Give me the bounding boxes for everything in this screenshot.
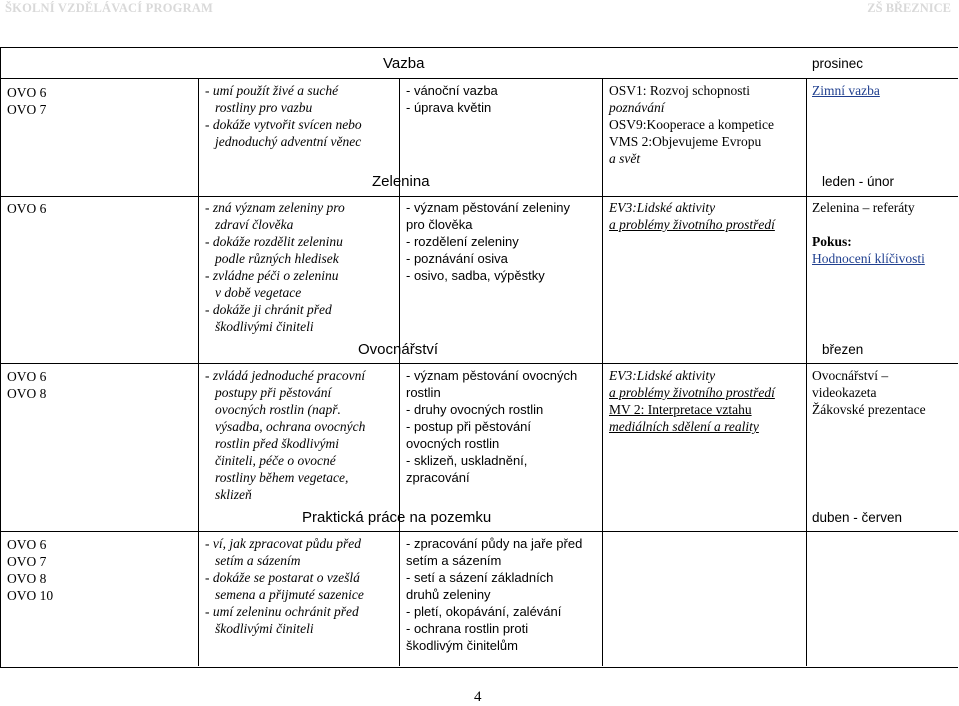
school-name: ZŠ BŘEZNICE: [867, 1, 951, 15]
outcome-line: zdraví člověka: [215, 217, 294, 232]
col-divider-2: [399, 78, 400, 666]
note-line: Žákovské prezentace: [812, 402, 926, 417]
content-line: - rozdělení zeleniny: [406, 234, 519, 249]
outcome-line: výsadba, ochrana ovocných: [215, 419, 366, 434]
row-divider: [0, 363, 958, 364]
content-line: druhů zeleniny: [406, 587, 491, 602]
outcome-line: podle různých hledisek: [215, 251, 339, 266]
content-line: setím a sázením: [406, 553, 502, 568]
row-divider: [0, 196, 958, 197]
ovo-code: OVO 7: [7, 554, 47, 569]
outcome-line: rostlin před škodlivými: [215, 436, 339, 451]
outcome-line: - zvládne péči o zeleninu: [205, 268, 339, 283]
outcome-line: škodlivými činiteli: [215, 621, 314, 636]
col-divider-4: [806, 78, 807, 666]
content-line: - sklizeň, uskladnění,: [406, 453, 528, 468]
note-line: Ovocnářství –: [812, 368, 889, 383]
content-line: rostlin: [406, 385, 441, 400]
col-divider-1: [198, 78, 199, 666]
content-line: - úprava květin: [406, 100, 492, 115]
outcome-line: v době vegetace: [215, 285, 302, 300]
theme-line: MV 2: Interpretace vztahu: [609, 402, 752, 417]
ovo-code: OVO 7: [7, 102, 47, 117]
row-divider: [0, 78, 958, 79]
theme-line: EV3:Lidské aktivity: [609, 368, 716, 383]
note-link[interactable]: Hodnocení klíčivosti: [812, 251, 925, 266]
note-line: Pokus:: [812, 234, 852, 249]
ovo-code: OVO 8: [7, 571, 47, 586]
content-line: pro člověka: [406, 217, 473, 232]
section-month: leden - únor: [822, 174, 895, 189]
theme-line: poznávání: [609, 100, 665, 115]
content-line: - vánoční vazba: [406, 83, 498, 98]
outcome-line: semena a přijmuté sazenice: [215, 587, 364, 602]
theme-line: mediálních sdělení a reality: [609, 419, 759, 434]
theme-line: a problémy životního prostředí: [609, 385, 775, 400]
content-line: zpracování: [406, 470, 470, 485]
outcome-line: - dokáže se postarat o vzešlá: [205, 570, 360, 585]
outcome-line: - zná význam zeleniny pro: [205, 200, 345, 215]
section-month: březen: [822, 342, 864, 357]
section-title: Zelenina: [372, 173, 430, 190]
outcome-line: - dokáže ji chránit před: [205, 302, 332, 317]
outcome-line: - umí zeleninu ochránit před: [205, 604, 359, 619]
theme-line: OSV1: Rozvoj schopnosti: [609, 83, 751, 98]
outcome-line: rostliny během vegetace,: [215, 470, 349, 485]
content-line: - význam pěstování zeleniny: [406, 200, 571, 215]
content-line: - osivo, sadba, výpěstky: [406, 268, 545, 283]
col-divider-3: [602, 78, 603, 666]
content-line: - druhy ovocných rostlin: [406, 402, 544, 417]
content-line: škodlivým činitelům: [406, 638, 518, 653]
section-month: prosinec: [812, 56, 864, 71]
row-divider: [0, 531, 958, 532]
outcome-line: - dokáže vytvořit svícen nebo: [205, 117, 362, 132]
outcome-line: - zvládá jednoduché pracovní: [205, 368, 366, 383]
note-line: videokazeta: [812, 385, 877, 400]
outcome-line: činiteli, péče o ovocné: [215, 453, 336, 468]
outcome-line: - ví, jak zpracovat půdu před: [205, 536, 361, 551]
ovo-code: OVO 6: [7, 85, 47, 100]
section-title: Ovocnářství: [358, 341, 439, 358]
outcome-line: setím a sázením: [215, 553, 301, 568]
ovo-code: OVO 8: [7, 386, 47, 401]
content-line: - poznávání osiva: [406, 251, 508, 266]
section-title: Vazba: [383, 55, 425, 72]
content-line: - zpracování půdy na jaře před: [406, 536, 583, 551]
outcome-line: sklizeň: [215, 487, 252, 502]
section-month: duben - červen: [812, 510, 903, 525]
theme-line: OSV9:Kooperace a kompetice: [609, 117, 774, 132]
theme-line: EV3:Lidské aktivity: [609, 200, 716, 215]
outcome-line: postupy při pěstování: [215, 385, 332, 400]
note-link[interactable]: Zimní vazba: [812, 83, 880, 98]
note-line: Zelenina – referáty: [812, 200, 915, 215]
theme-line: a problémy životního prostředí: [609, 217, 775, 232]
outcome-line: škodlivými činiteli: [215, 319, 314, 334]
content-line: ovocných rostlin: [406, 436, 500, 451]
content-line: - setí a sázení základních: [406, 570, 554, 585]
theme-line: VMS 2:Objevujeme Evropu: [609, 134, 762, 149]
ovo-code: OVO 6: [7, 537, 47, 552]
section-title: Praktická práce na pozemku: [302, 509, 492, 526]
theme-line: a svět: [609, 151, 641, 166]
content-line: - význam pěstování ovocných: [406, 368, 578, 383]
outcome-line: - umí použít živé a suché: [205, 83, 339, 98]
page-header: [0, 0, 959, 20]
outcome-line: rostliny pro vazbu: [215, 100, 313, 115]
outcome-line: ovocných rostlin (např.: [215, 402, 341, 417]
content-line: - pletí, okopávání, zalévání: [406, 604, 562, 619]
outcome-line: - dokáže rozdělit zeleninu: [205, 234, 343, 249]
ovo-code: OVO 6: [7, 369, 47, 384]
content-line: - postup při pěstování: [406, 419, 532, 434]
outcome-line: jednoduchý adventní věnec: [215, 134, 362, 149]
ovo-code: OVO 10: [7, 588, 54, 603]
content-line: - ochrana rostlin proti: [406, 621, 529, 636]
program-title: ŠKOLNÍ VZDĚLÁVACÍ PROGRAM: [5, 1, 214, 15]
page-number: 4: [474, 689, 482, 705]
ovo-code: OVO 6: [7, 201, 47, 216]
